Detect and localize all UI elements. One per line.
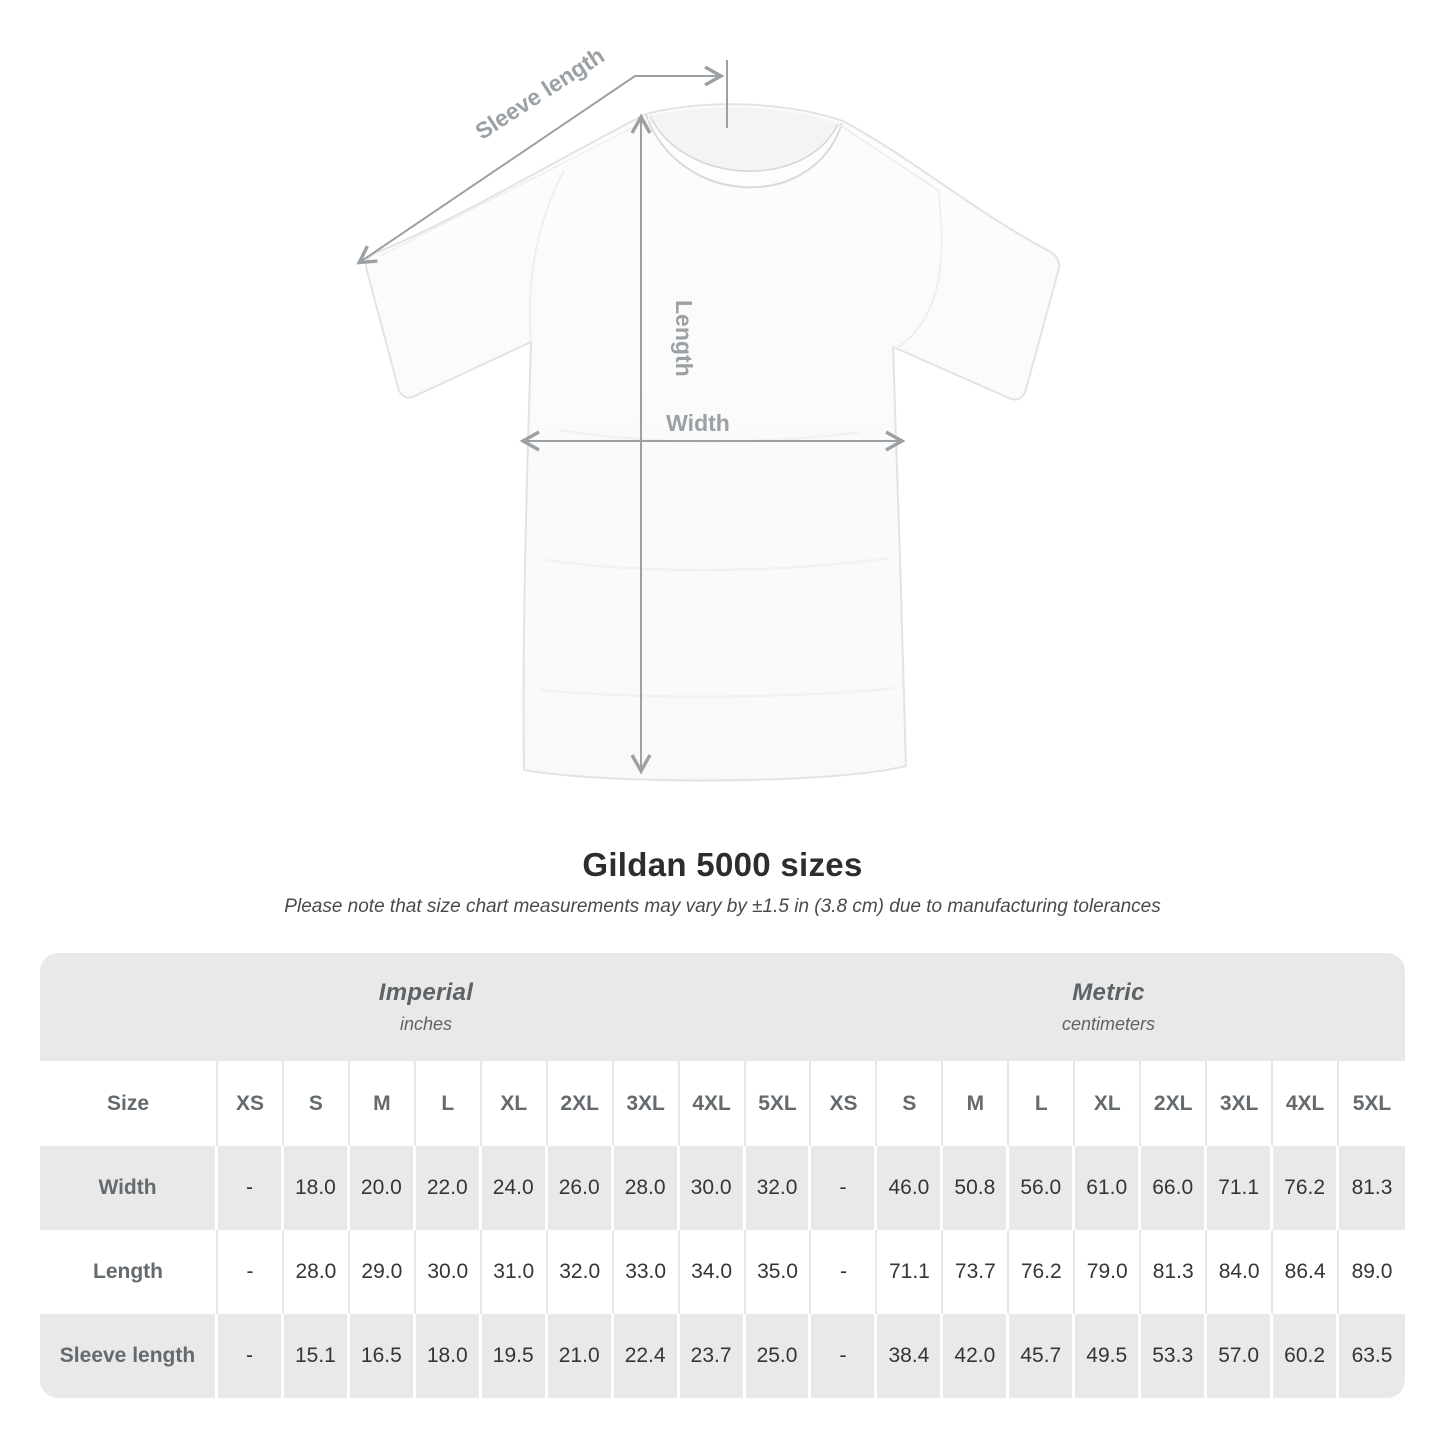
size-value-cell: 81.3: [1339, 1146, 1405, 1230]
size-value-cell: 60.2: [1273, 1314, 1339, 1398]
size-value-cell: -: [811, 1314, 877, 1398]
unit-band: [40, 953, 1405, 1061]
size-value-cell: 73.7: [943, 1230, 1009, 1314]
size-header-cell: 2XL: [548, 1061, 614, 1146]
size-header-cell: 5XL: [746, 1061, 812, 1146]
size-value-cell: 24.0: [482, 1146, 548, 1230]
metric-label: Metric: [1072, 979, 1145, 1006]
size-value-cell: 18.0: [416, 1314, 482, 1398]
size-value-cell: 46.0: [877, 1146, 943, 1230]
tshirt-illustration: [366, 104, 1059, 780]
size-value-cell: 19.5: [482, 1314, 548, 1398]
size-header-cell: 4XL: [680, 1061, 746, 1146]
size-value-cell: -: [811, 1230, 877, 1314]
size-table: [40, 953, 1405, 1398]
size-value-cell: 71.1: [877, 1230, 943, 1314]
size-value-cell: 89.0: [1339, 1230, 1405, 1314]
size-value-cell: 45.7: [1009, 1314, 1075, 1398]
size-value-cell: 30.0: [416, 1230, 482, 1314]
size-value-cell: 28.0: [284, 1230, 350, 1314]
size-header-cell: 5XL: [1339, 1061, 1405, 1146]
size-value-cell: 71.1: [1207, 1146, 1273, 1230]
page-title: Gildan 5000 sizes: [582, 846, 863, 883]
size-value-cell: 22.4: [614, 1314, 680, 1398]
size-header-cell: L: [1009, 1061, 1075, 1146]
imperial-label: Imperial: [378, 979, 474, 1006]
size-value-cell: 20.0: [350, 1146, 416, 1230]
size-value-cell: 53.3: [1141, 1314, 1207, 1398]
size-value-cell: 61.0: [1075, 1146, 1141, 1230]
size-col-header: Size: [40, 1061, 218, 1146]
size-value-cell: 76.2: [1009, 1230, 1075, 1314]
size-value-cell: 32.0: [746, 1146, 812, 1230]
metric-sublabel: centimeters: [1061, 1014, 1156, 1034]
size-value-cell: -: [218, 1230, 284, 1314]
size-value-cell: 79.0: [1075, 1230, 1141, 1314]
size-value-cell: 81.3: [1141, 1230, 1207, 1314]
size-value-cell: 21.0: [548, 1314, 614, 1398]
size-value-cell: 56.0: [1009, 1146, 1075, 1230]
size-value-cell: 33.0: [614, 1230, 680, 1314]
size-value-cell: 86.4: [1273, 1230, 1339, 1314]
size-value-cell: 31.0: [482, 1230, 548, 1314]
size-value-cell: 66.0: [1141, 1146, 1207, 1230]
size-value-cell: 38.4: [877, 1314, 943, 1398]
size-value-cell: 18.0: [284, 1146, 350, 1230]
size-value-cell: 30.0: [680, 1146, 746, 1230]
size-value-cell: 22.0: [416, 1146, 482, 1230]
size-header-cell: XL: [482, 1061, 548, 1146]
size-value-cell: -: [218, 1146, 284, 1230]
size-value-cell: 35.0: [746, 1230, 812, 1314]
size-header-cell: XS: [218, 1061, 284, 1146]
size-value-cell: 42.0: [943, 1314, 1009, 1398]
tshirt-diagram: [330, 15, 1120, 830]
size-value-cell: 76.2: [1273, 1146, 1339, 1230]
size-value-cell: 34.0: [680, 1230, 746, 1314]
size-header-cell: M: [943, 1061, 1009, 1146]
size-value-cell: 15.1: [284, 1314, 350, 1398]
width-label: Width: [666, 410, 730, 436]
row-label: Sleeve length: [40, 1314, 218, 1398]
size-header-cell: L: [416, 1061, 482, 1146]
size-value-cell: 49.5: [1075, 1314, 1141, 1398]
size-value-cell: 25.0: [746, 1314, 812, 1398]
size-header-cell: XL: [1075, 1061, 1141, 1146]
size-header-cell: M: [350, 1061, 416, 1146]
size-header-cell: XS: [811, 1061, 877, 1146]
size-value-cell: 57.0: [1207, 1314, 1273, 1398]
page-subtitle: Please note that size chart measurements may vary by ±1.5 in (3.8 cm) due to manufacturing tolerances: [284, 896, 1161, 917]
size-value-cell: 32.0: [548, 1230, 614, 1314]
size-value-cell: 16.5: [350, 1314, 416, 1398]
size-value-cell: 26.0: [548, 1146, 614, 1230]
sleeve-length-label: Sleeve length: [470, 42, 609, 145]
size-header-cell: 3XL: [1207, 1061, 1273, 1146]
size-value-cell: 50.8: [943, 1146, 1009, 1230]
row-label: Width: [40, 1146, 218, 1230]
size-value-cell: 63.5: [1339, 1314, 1405, 1398]
imperial-unit-header: [40, 953, 812, 1061]
metric-unit-header: [812, 953, 1405, 1061]
row-label: Length: [40, 1230, 218, 1314]
size-header-cell: S: [877, 1061, 943, 1146]
imperial-sublabel: inches: [399, 1014, 453, 1034]
length-label: Length: [671, 300, 697, 377]
size-value-cell: 28.0: [614, 1146, 680, 1230]
size-header-cell: S: [284, 1061, 350, 1146]
size-value-cell: 29.0: [350, 1230, 416, 1314]
size-value-cell: -: [811, 1146, 877, 1230]
size-value-cell: 84.0: [1207, 1230, 1273, 1314]
size-value-cell: 23.7: [680, 1314, 746, 1398]
size-header-cell: 3XL: [614, 1061, 680, 1146]
size-grid: [40, 1061, 1405, 1398]
size-header-cell: 4XL: [1273, 1061, 1339, 1146]
size-header-cell: 2XL: [1141, 1061, 1207, 1146]
size-value-cell: -: [218, 1314, 284, 1398]
